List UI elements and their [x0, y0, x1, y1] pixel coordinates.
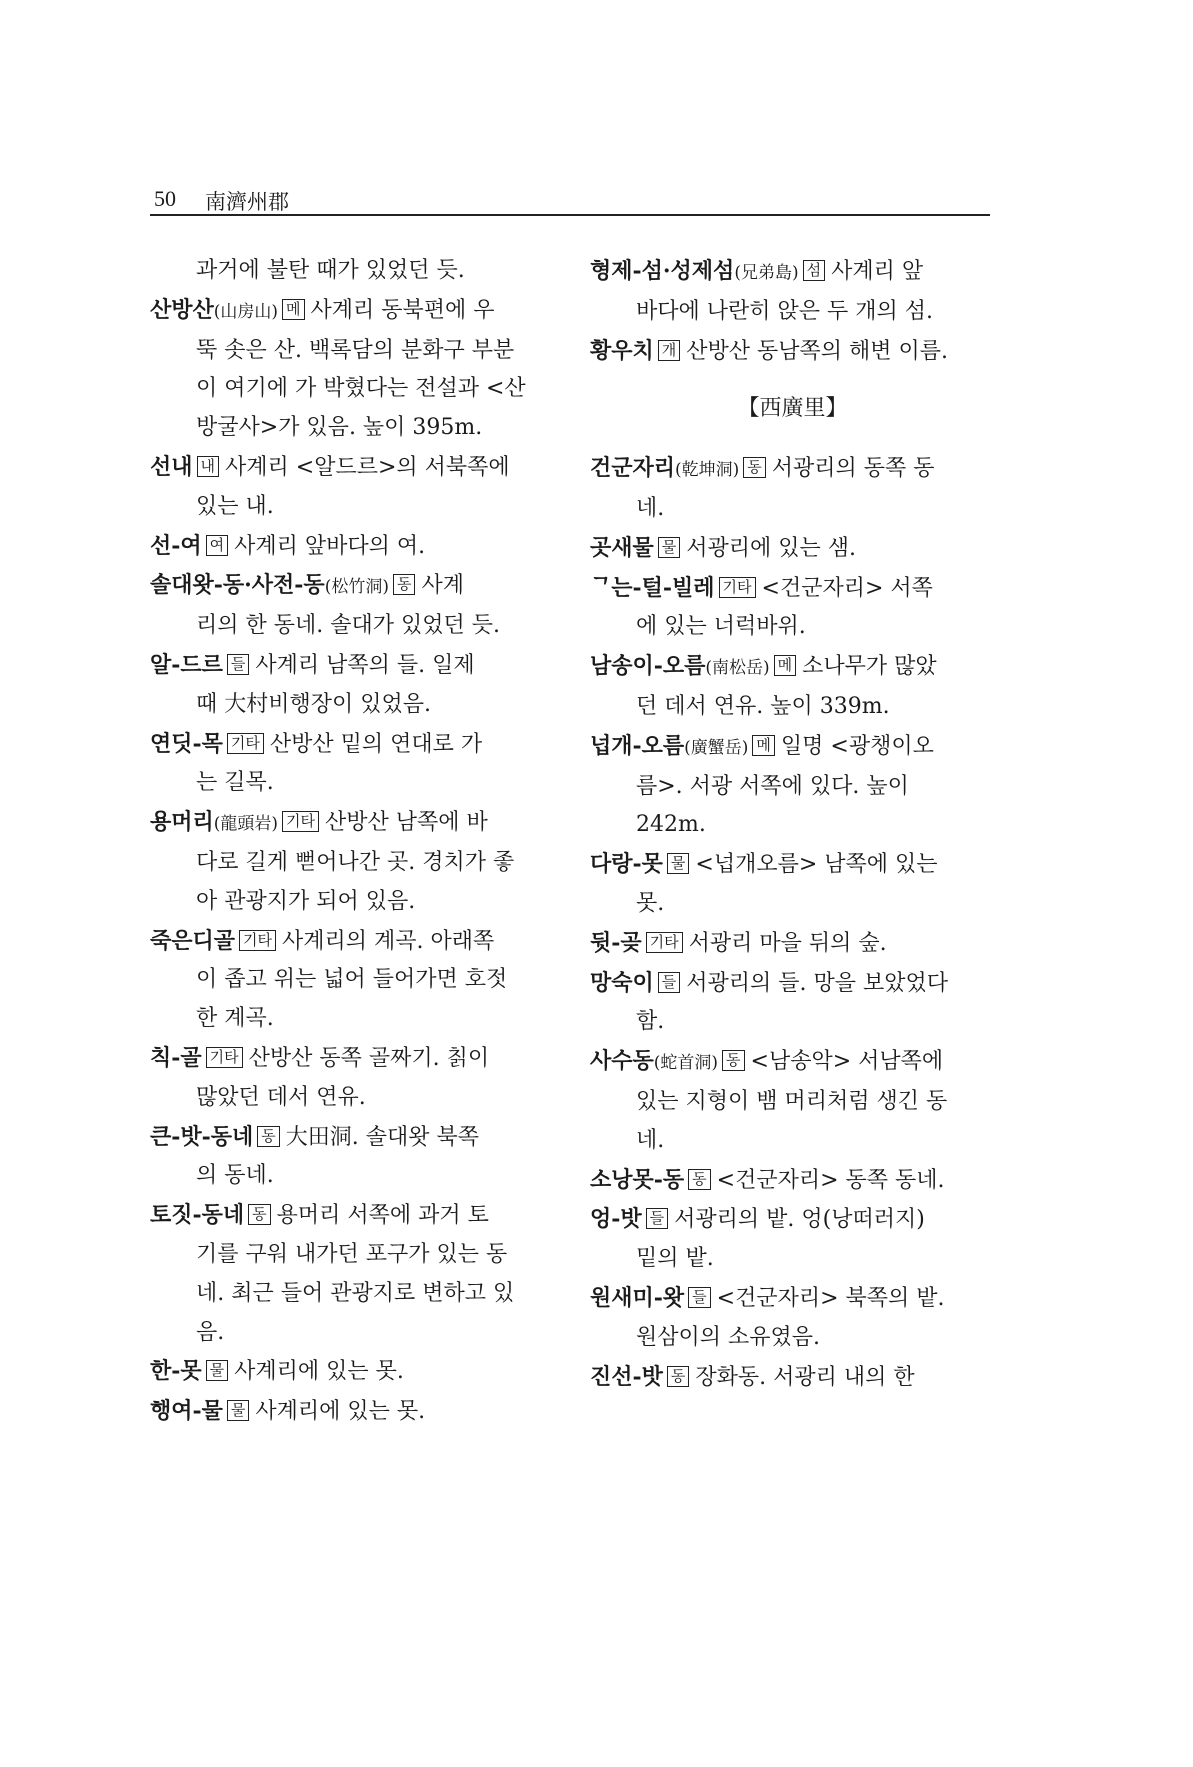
right-column-bottom: [590, 449, 995, 1397]
entry-definition: 서광리의 밭. 엉(낭떠러지): [674, 1207, 925, 1233]
entry-definition: <넙개오름> 남쪽에 있는: [695, 852, 938, 878]
dictionary-entry: [150, 527, 555, 567]
entry-definition: 사계리 <알드르>의 서북쪽에: [225, 454, 510, 480]
entry-definition: 산방산 밑의 연대로 가: [269, 731, 483, 757]
entry-definition-line: 원삼이의 소유였음.: [636, 1324, 821, 1350]
entry-definition: 사계리 앞: [831, 259, 924, 284]
entry-headword: 망숙이: [590, 969, 654, 996]
entry-headword: 알-드르: [150, 651, 223, 678]
entry-hanja: (南松岳): [705, 658, 770, 679]
entry-headword: 뒷-곶: [590, 929, 642, 956]
entry-definition: 사계리 남쪽의 들. 일제: [255, 652, 475, 678]
entry-definition: 大田洞. 솔대왓 북쪽: [285, 1124, 480, 1150]
entry-definition-line: 뚝 솟은 산. 백록담의 분화구 부분: [196, 337, 515, 363]
page-title: 南濟州郡: [205, 190, 289, 214]
entry-headword: 큰-밧-동네: [150, 1123, 254, 1150]
dictionary-entry: [590, 569, 995, 648]
entry-definition-line: 름>. 서광 서쪽에 있다. 높이: [636, 773, 909, 799]
entry-definition: 사계리에 있는 못.: [255, 1399, 426, 1425]
entry-category-tag: 물: [206, 1360, 229, 1381]
entry-headword: 곳새물: [590, 534, 654, 561]
entry-definition-line: 던 데서 연유. 높이 339m.: [636, 693, 890, 719]
entry-headword: 소낭못-동: [590, 1166, 685, 1193]
dictionary-entry: [150, 646, 555, 725]
entry-category-tag: 섬: [803, 260, 826, 281]
left-column: [150, 252, 555, 1432]
entry-definition: <건군자리> 북쪽의 밭.: [716, 1285, 945, 1311]
entry-definition: 사계리 동북편에 우: [310, 297, 495, 323]
dictionary-entry: [590, 449, 995, 529]
entry-category-tag: 동: [722, 1050, 745, 1071]
entry-headword: 사수동: [590, 1048, 654, 1075]
entry-category-tag: 들: [646, 1208, 669, 1229]
entry-definition-line: 아 관광지가 되어 있음.: [196, 888, 416, 914]
entry-definition-line: 는 길목.: [196, 770, 274, 796]
dictionary-entry: [150, 1392, 555, 1432]
dictionary-entry: [590, 1161, 995, 1201]
entry-definition: 서광리의 들. 망을 보았었다: [686, 970, 949, 996]
entry-definition: 서광리에 있는 샘.: [686, 535, 857, 561]
entry-category-tag: 메: [752, 735, 775, 756]
entry-definition: <건군자리> 서쪽: [761, 575, 933, 601]
entry-definition-line: 다로 길게 뻗어나간 곳. 경치가 좋: [196, 849, 515, 875]
entry-headword: 엉-밧: [590, 1206, 642, 1233]
entry-category-tag: 동: [393, 574, 416, 595]
entry-definition: 사계: [421, 573, 464, 599]
entry-definition: 사계리 앞바다의 여.: [234, 533, 426, 559]
entry-headword: 황우치: [590, 337, 654, 364]
dictionary-entry: [150, 291, 555, 448]
dictionary-entry: [590, 529, 995, 569]
dictionary-entry: [150, 1118, 555, 1197]
entry-hanja: (松竹洞): [324, 577, 389, 598]
section-heading: 【西廣里】: [737, 396, 848, 422]
entry-category-tag: 들: [227, 654, 250, 675]
entry-definition-line: 기를 구워 내가던 포구가 있는 동: [196, 1241, 508, 1267]
entry-headword: 진선-밧: [590, 1363, 663, 1390]
entry-definition-line: 음.: [196, 1319, 225, 1345]
dictionary-entry: [150, 1352, 555, 1392]
entry-hanja: (乾坤洞): [675, 460, 740, 481]
dictionary-entry: [590, 332, 995, 372]
dictionary-entry: [150, 725, 555, 804]
dictionary-entry: [590, 1358, 995, 1398]
dictionary-entry: [590, 727, 995, 845]
entry-category-tag: 내: [197, 456, 220, 477]
entry-definition: 소나무가 많았: [802, 654, 937, 680]
dictionary-entry: [590, 1200, 995, 1279]
dictionary-entry: [150, 566, 555, 646]
dictionary-entry: [590, 1042, 995, 1160]
entry-category-tag: 들: [658, 972, 681, 993]
entry-definition-line: 네. 최근 들어 관광지로 변하고 있: [196, 1280, 515, 1306]
dictionary-entry: [150, 922, 555, 1039]
dictionary-entry: [150, 803, 555, 921]
entry-category-tag: 동: [743, 457, 766, 478]
entry-definition: 일명 <광챙이오: [780, 733, 934, 759]
entry-definition-line: 242m.: [636, 812, 706, 838]
entry-definition: 장화동. 서광리 내의 한: [695, 1364, 915, 1390]
dictionary-entry: [590, 1279, 995, 1358]
entry-headword: 한-못: [150, 1358, 202, 1385]
entry-category-tag: 메: [282, 299, 305, 320]
entry-headword: 죽은디골: [150, 927, 236, 954]
entry-category-tag: 기타: [646, 932, 683, 953]
entry-headword: 다랑-못: [590, 851, 663, 878]
entry-hanja: (廣蟹岳): [684, 737, 749, 758]
entry-headword: 건군자리: [590, 455, 676, 482]
right-column: [590, 252, 995, 1397]
entry-definition-line: 있는 지형이 뱀 머리처럼 생긴 동: [636, 1088, 948, 1114]
page-header: [150, 184, 990, 216]
entry-definition: 서광리의 동쪽 동: [771, 456, 935, 482]
entry-hanja: (蛇首洞): [653, 1053, 719, 1074]
entry-definition-line: 한 계곡.: [196, 1006, 274, 1032]
entry-definition: 사계리에 있는 못.: [234, 1359, 404, 1385]
entry-category-tag: 동: [248, 1204, 271, 1225]
entry-definition: <건군자리> 동쪽 동네.: [716, 1167, 945, 1193]
right-column-top: [590, 252, 995, 371]
entry-headword: 토짓-동네: [150, 1202, 245, 1229]
entry-category-tag: 기타: [206, 1047, 243, 1068]
entry-headword: 선내: [150, 453, 193, 480]
entry-category-tag: 동: [688, 1169, 711, 1190]
page-number: 50: [154, 186, 176, 211]
entry-definition: 산방산 동쪽 골짜기. 칡이: [248, 1045, 490, 1071]
dictionary-entry: [590, 647, 995, 727]
entry-headword: 연딧-목: [150, 730, 223, 757]
entry-category-tag: 물: [667, 853, 690, 874]
entry-definition-line: 에 있는 너럭바위.: [636, 614, 806, 640]
entry-headword: 형제-섬·성제섬: [590, 258, 735, 284]
entry-definition-line: 바다에 나란히 앉은 두 개의 섬.: [636, 298, 933, 324]
entry-definition-line: 못.: [636, 890, 665, 916]
dictionary-entry: [590, 964, 995, 1043]
entry-category-tag: 개: [658, 340, 681, 361]
entry-headword: 남송이-오름: [590, 653, 706, 680]
entry-headword: 용머리: [150, 809, 214, 836]
entry-definition-line: 이 좁고 위는 넓어 들어가면 호젓: [196, 967, 508, 993]
entry-category-tag: 여: [206, 535, 229, 556]
entry-definition-line: 있는 내.: [196, 493, 274, 519]
dictionary-entry: [150, 252, 555, 291]
entry-definition-line: 네.: [636, 495, 665, 521]
entry-headword: 산방산: [150, 296, 214, 323]
entry-headword: ᄀ는-털-빌레: [590, 574, 715, 601]
entry-category-tag: 기타: [282, 811, 319, 832]
entry-headword: 원새미-왓: [590, 1284, 685, 1311]
entry-category-tag: 기타: [719, 577, 756, 598]
entry-category-tag: 기타: [239, 930, 276, 951]
entry-definition-line: 네.: [636, 1127, 665, 1153]
entry-category-tag: 들: [688, 1287, 711, 1308]
entry-definition: 산방산 남쪽에 바: [325, 810, 488, 836]
entry-definition: 사계리의 계곡. 아래쪽: [282, 928, 495, 954]
entry-definition-line: 방굴사>가 있음. 높이 395m.: [196, 415, 483, 441]
entry-category-tag: 메: [774, 655, 797, 676]
entry-definition-line: 많았던 데서 연유.: [196, 1084, 366, 1110]
dictionary-entry: [150, 1039, 555, 1118]
entry-definition: 산방산 동남쪽의 해변 이름.: [686, 338, 949, 364]
entry-definition-line: 밑의 밭.: [636, 1246, 714, 1272]
entry-headword: 선-여: [150, 532, 202, 559]
entry-hanja: (山房山): [213, 301, 279, 322]
entry-definition: <남송악> 서남쪽에: [750, 1049, 944, 1075]
entry-headword: 칙-골: [150, 1044, 202, 1071]
entry-category-tag: 동: [667, 1366, 690, 1387]
entry-category-tag: 물: [227, 1400, 250, 1421]
entry-definition-line: 의 동네.: [196, 1163, 274, 1189]
entry-definition-line: 함.: [636, 1009, 665, 1035]
entry-definition-line: 때 大村비행장이 있었음.: [196, 691, 431, 717]
entry-headword: 넙개-오름: [590, 732, 685, 759]
dictionary-entry: [590, 252, 995, 332]
dictionary-entry: [590, 845, 995, 924]
entry-definition: 서광리 마을 뒤의 숲.: [688, 930, 887, 956]
entry-definition-line: 리의 한 동네. 솔대가 있었던 듯.: [196, 613, 500, 639]
entry-continuation-text: 과거에 불탄 때가 있었던 듯.: [196, 258, 465, 283]
entry-category-tag: 물: [658, 537, 681, 558]
entry-headword: 행여-물: [150, 1398, 223, 1425]
dictionary-entry: [150, 1196, 555, 1352]
entry-headword: 솔대왓-동·사전-동: [150, 572, 325, 599]
entry-hanja: (龍頭岩): [213, 814, 279, 835]
entry-category-tag: 기타: [227, 733, 264, 754]
entry-definition-line: 이 여기에 가 박혔다는 전설과 <산: [196, 376, 526, 402]
dictionary-entry: [150, 448, 555, 527]
entry-definition: 용머리 서쪽에 과거 토: [276, 1203, 489, 1229]
entry-hanja: (兄弟島): [734, 263, 799, 283]
dictionary-entry: [590, 924, 995, 964]
entry-category-tag: 동: [257, 1126, 280, 1147]
